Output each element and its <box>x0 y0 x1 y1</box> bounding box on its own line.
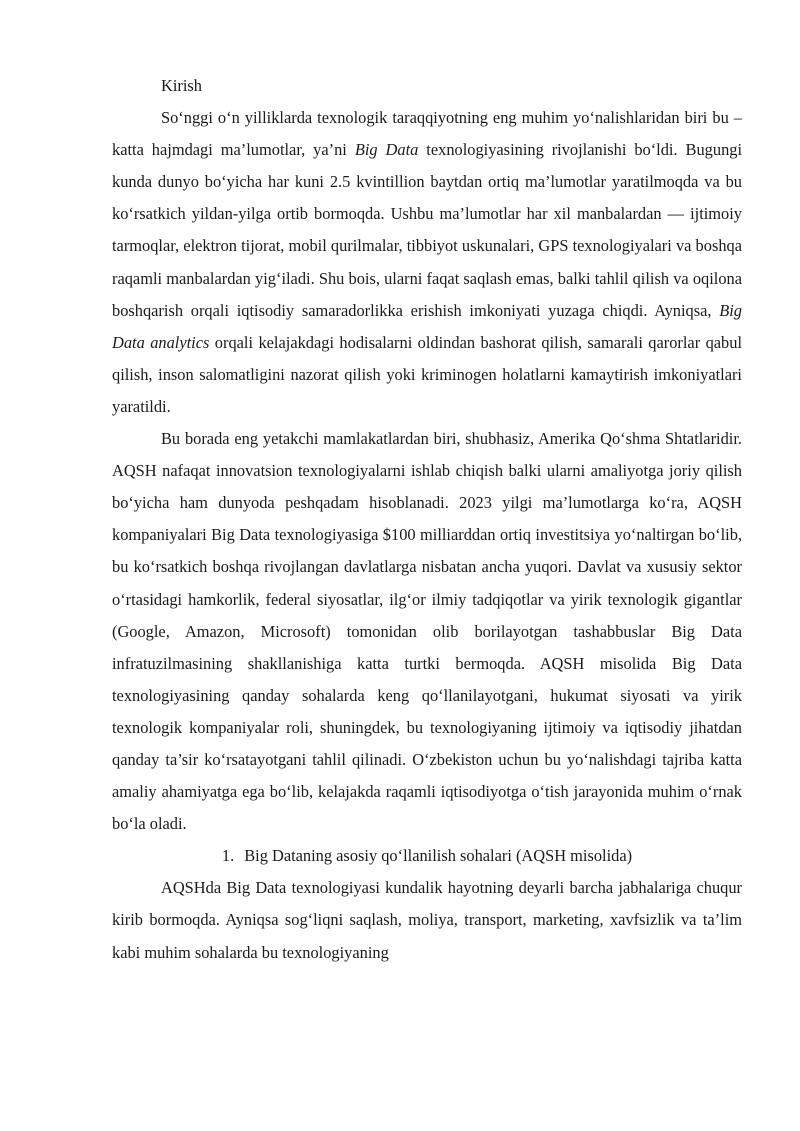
term-big-data-analytics: Big Data analytics <box>112 300 742 352</box>
paragraph-intro-text-2: texnologiyasining rivojlanishi bo‘ldi. Bugungi kunda dunyo bo‘yicha har kuni 2.5 kvintillion baytdan ortiq ma’lumotlar yaratilmoqda va bu ko‘rsatkich yildan-yilga ortib bormoqda. Ushbu ma’lumotlar har xil manbalardan — ijtimoiy tarmoqlar, elektron tijorat, mobil qurilmalar, tibbiyot uskunalari, GPS texnologiyalari va boshqa raqamli manbalardan yig‘iladi. Shu bois, ularni faqat saqlash emas, balki tahlil qilish va oqilona boshqarish orqali iqtisodiy samaradorlikka erishish imkoniyati yuzaga chiqdi. Ayniqsa, <box>112 140 743 320</box>
paragraph-intro-text-3: orqali kelajakdagi hodisalarni oldindan bashorat qilish, samarali qarorlar qabul qilish, inson salomatligini nazorat qilish yoki kriminogen holatlarni kamaytirish imkoniyatlari yaratildi. <box>112 332 743 416</box>
document-page <box>112 70 742 969</box>
paragraph-intro-text-1: So‘nggi o‘n yilliklarda texnologik taraqqiyotning eng muhim yo‘nalishlaridan biri bu – katta hajmdagi ma’lumotlar, ya’ni <box>112 108 742 160</box>
paragraph-intro <box>112 102 742 423</box>
section-title-text: Big Dataning asosiy qo‘llanilish sohalari (AQSH misolida) <box>244 846 633 866</box>
term-big-data: Big Data <box>354 140 419 160</box>
page-heading: Kirish <box>161 76 202 95</box>
section-heading <box>112 840 742 872</box>
section-number: 1. <box>221 846 235 866</box>
paragraph-usage: AQSHda Big Data texnologiyasi kundalik hayotning deyarli barcha jabhalariga chuqur kirib bormoqda. Ayniqsa sog‘liqni saqlash, moliya, transport, marketing, xavfsizlik va ta’lim kabi muhim sohalarda bu texnologiyaning <box>112 878 742 962</box>
paragraph-usa: Bu borada eng yetakchi mamlakatlardan biri, shubhasiz, Amerika Qo‘shma Shtatlaridir. AQSH nafaqat innovatsion texnologiyalarni ishlab chiqish balki ularni amaliyotga joriy qilish bo‘yicha ham dunyoda peshqadam hisoblanadi. 2023 yilgi ma’lumotlarga ko‘ra, AQSH kompaniyalari Big Data texnologiyasiga $100 milliarddan ortiq investitsiya yo‘naltirgan bo‘lib, bu ko‘rsatkich boshqa rivojlangan davlatlarga nisbatan ancha yuqori. Davlat va xususiy sektor o‘rtasidagi hamkorlik, federal siyosatlar, ilg‘or ilmiy tadqiqotlar va yirik texnologik gigantlar (Google, Amazon, Microsoft) tomonidan olib borilayotgan tashabbuslar Big Data infratuzilmasining shakllanishiga katta turtki bermoqda. AQSH misolida Big Data texnologiyasining qanday sohalarda keng qo‘llanilayotgani, hukumat siyosati va yirik texnologik kompaniyalar roli, shuningdek, bu texnologiyaning ijtimoiy va iqtisodiy jihatdan qanday ta’sir ko‘rsatayotgani tahlil qilinadi. O‘zbekiston uchun bu yo‘nalishdagi tajriba katta amaliy ahamiyatga ega bo‘lib, kelajakda raqamli iqtisodiyotga o‘tish jarayonida muhim o‘rnak bo‘la oladi. <box>112 429 742 834</box>
